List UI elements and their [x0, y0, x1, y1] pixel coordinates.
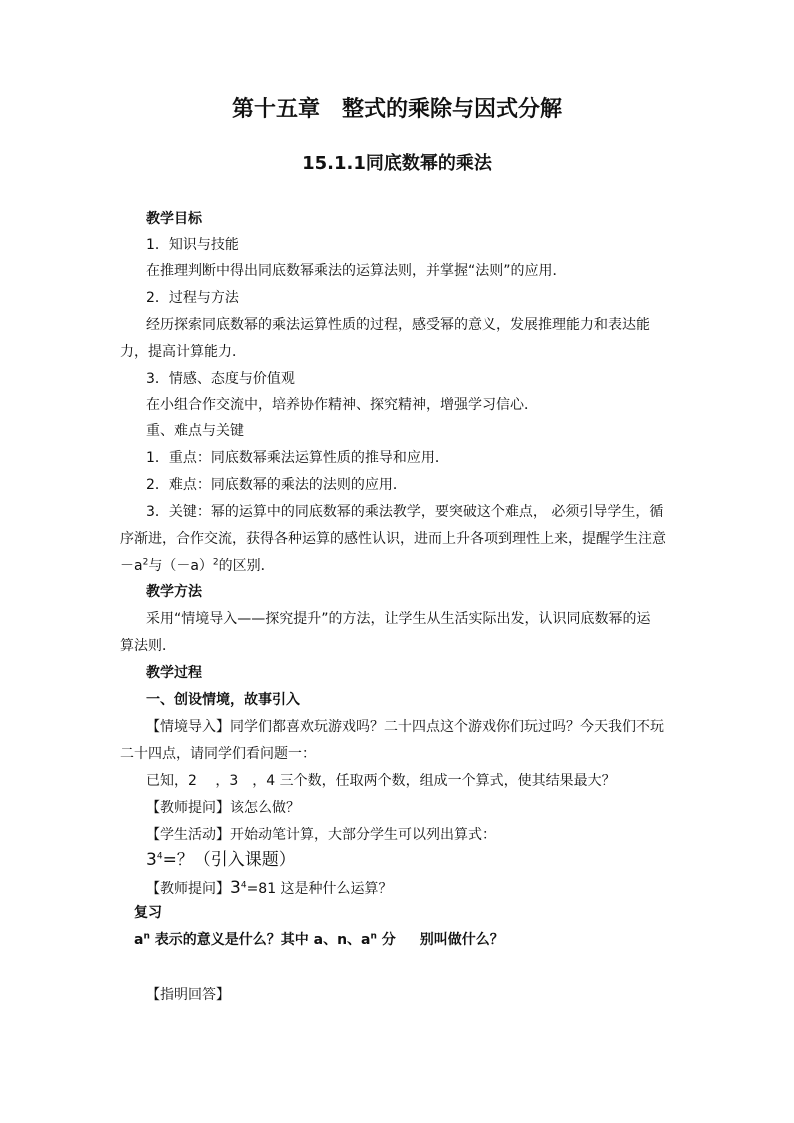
answer-label: 【指明回答】 — [146, 987, 230, 1003]
step1-heading: 一、创设情境，故事引入 — [146, 692, 300, 708]
teacher-question-1: 【教师提问】该怎么做？ — [146, 800, 300, 816]
key-point-1: 1．重点：同底数幂乘法运算性质的推导和应用． — [146, 450, 449, 466]
method-heading: 教学方法 — [146, 584, 202, 600]
key-point-3c: $-a^2$与$(-a)^2$的区别． — [120, 557, 275, 574]
key-point-2: 2．难点：同底数幂的乘法的法则的应用． — [146, 477, 407, 493]
formula-line: $3^4=$？（引入课题） — [146, 850, 296, 870]
review-heading: 复习 — [134, 905, 162, 921]
review-question: $a^n$ 表示的意义是什么？其中 a、n、$a^n$ 分 别叫做什么？ — [134, 931, 504, 948]
chapter-title: 第十五章 整式的乘除与因式分解 — [231, 97, 562, 122]
goal1-heading: 1．知识与技能 — [146, 237, 239, 253]
key-point-3b: 序渐进，合作交流，获得各种运算的感性认识，进而上升各项到理性上来，提醒学生注意 — [120, 531, 666, 547]
goal3-text: 在小组合作交流中，培养协作精神、探究精神，增强学习信心． — [146, 397, 538, 413]
student-activity: 【学生活动】开始动笔计算，大部分学生可以列出算式： — [146, 827, 496, 843]
goal2-text-a: 经历探索同底数幂的乘法运算性质的过程，感受幂的意义，发展推理能力和表达能 — [146, 317, 650, 333]
intro-text-b: 二十四点，请同学们看问题一： — [120, 746, 316, 762]
goal2-heading: 2．过程与方法 — [146, 290, 239, 306]
process-heading: 教学过程 — [146, 665, 202, 681]
section-title: 15.1.1同底数幂的乘法 — [302, 153, 492, 174]
method-text-a: 采用“情境导入——探究提升”的方法，让学生从生活实际出发，认识同底数幂的运 — [146, 611, 651, 627]
goal2-text-b: 力，提高计算能力． — [120, 344, 246, 360]
goals-heading: 教学目标 — [146, 211, 202, 227]
problem-text: 已知，2 ，3 ，4 三个数，任取两个数，组成一个算式，使其结果最大？ — [146, 773, 616, 789]
intro-text-a: 【情境导入】同学们都喜欢玩游戏吗？二十四点这个游戏你们玩过吗？今天我们不玩 — [146, 719, 664, 735]
goal3-heading: 3．情感、态度与价值观 — [146, 371, 295, 387]
keypoints-heading: 重、难点与关键 — [146, 423, 244, 439]
method-text-b: 算法则． — [120, 638, 176, 654]
goal1-text: 在推理判断中得出同底数幂乘法的运算法则，并掌握“法则”的应用． — [146, 263, 567, 279]
teacher-question-2: 【教师提问】$3^4=81$ 这是种什么运算？ — [146, 878, 393, 898]
key-point-3a: 3．关键：幂的运算中的同底数幂的乘法教学，要突破这个难点， 必须引导学生，循 — [146, 504, 664, 520]
